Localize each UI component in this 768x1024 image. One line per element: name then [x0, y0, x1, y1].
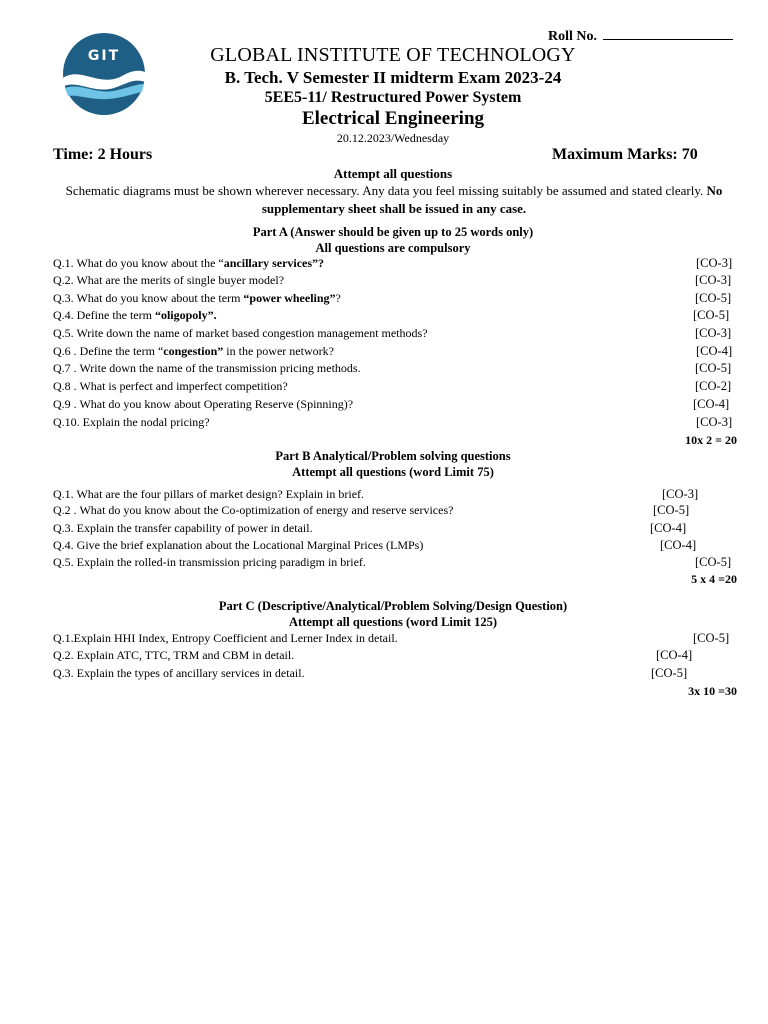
part-b-question: Q.1. What are the four pillars of market design? Explain in brief.	[53, 487, 365, 501]
part-b-co-tag: [CO-5]	[695, 555, 732, 569]
part-a-question: Q.10. Explain the nodal pricing?	[53, 415, 210, 429]
part-a-co-tag: [CO-5]	[695, 361, 732, 375]
part-b-question: Q.5. Explain the rolled-in transmission pricing paradigm in brief.	[53, 555, 366, 569]
part-a-question: Q.4. Define the term “oligopoly”.	[53, 308, 217, 322]
attempt-all-heading: Attempt all questions	[333, 166, 453, 181]
general-instructions: Schematic diagrams must be shown wherever necessary. Any data you feel missing suitably be assumed and stated clearly. No supplementary sheet shall be issued in any case.	[65, 183, 723, 216]
part-a-question: Q.1. What do you know about the “ancillary services”?	[53, 256, 325, 270]
part-b-question: Q.3. Explain the transfer capability of power in detail.	[53, 521, 313, 535]
exam-title: B. Tech. V Semester II midterm Exam 2023-24	[224, 68, 562, 87]
course-title: 5EE5-11/ Restructured Power System	[264, 89, 522, 106]
part-a-heading: Part A (Answer should be given up to 25 words only)	[252, 225, 534, 239]
part-c-question: Q.3. Explain the types of ancillary services in detail.	[53, 666, 305, 680]
part-a-co-tag: [CO-5]	[693, 308, 730, 322]
part-a-question: Q.6 . Define the term “congestion” in the power network?	[53, 344, 334, 358]
roll-number-blank	[603, 27, 733, 40]
part-a-co-tag: [CO-3]	[696, 415, 733, 429]
part-c-total: 3x 10 =30	[688, 684, 737, 698]
part-a-question: Q.3. What do you know about the term “power wheeling”?	[53, 291, 341, 305]
part-b-question: Q.4. Give the brief explanation about the Locational Marginal Prices (LMPs)	[53, 538, 424, 552]
part-b-subheading: Attempt all questions (word Limit 75)	[292, 465, 494, 479]
department-name: Electrical Engineering	[301, 108, 485, 129]
part-a-co-tag: [CO-2]	[695, 379, 732, 393]
part-c-question: Q.1.Explain HHI Index, Entropy Coefficient and Lerner Index in detail.	[53, 631, 398, 645]
part-b-total: 5 x 4 =20	[691, 572, 737, 586]
part-b-co-tag: [CO-4]	[650, 521, 687, 535]
part-a-question: Q.8 . What is perfect and imperfect competition?	[53, 379, 288, 393]
exam-time: Time: 2 Hours	[53, 146, 153, 163]
institute-name: GLOBAL INSTITUTE OF TECHNOLOGY	[210, 44, 576, 66]
part-b-question: Q.2 . What do you know about the Co-optimization of energy and reserve services?	[53, 503, 454, 517]
part-b-co-tag: [CO-5]	[653, 503, 690, 517]
part-a-co-tag: [CO-4]	[693, 397, 730, 411]
part-a-co-tag: [CO-3]	[695, 273, 732, 287]
part-b-co-tag: [CO-3]	[662, 487, 699, 501]
part-a-question: Q.2. What are the merits of single buyer model?	[53, 273, 285, 287]
part-c-subheading: Attempt all questions (word Limit 125)	[289, 615, 497, 629]
part-a-co-tag: [CO-4]	[696, 344, 733, 358]
part-a-question: Q.5. Write down the name of market based congestion management methods?	[53, 326, 428, 340]
part-a-co-tag: [CO-3]	[695, 326, 732, 340]
part-a-question: Q.9 . What do you know about Operating Reserve (Spinning)?	[53, 397, 354, 411]
exam-date: 20.12.2023/Wednesday	[336, 131, 450, 145]
part-c-co-tag: [CO-5]	[651, 666, 688, 680]
part-b-heading: Part B Analytical/Problem solving questions	[275, 449, 511, 463]
part-b-co-tag: [CO-4]	[660, 538, 697, 552]
part-a-subheading: All questions are compulsory	[315, 241, 471, 255]
part-a-question: Q.7 . Write down the name of the transmission pricing methods.	[53, 361, 361, 375]
logo-text: GIT	[87, 48, 121, 64]
part-a-total: 10x 2 = 20	[685, 433, 737, 447]
maximum-marks: Maximum Marks: 70	[552, 146, 698, 163]
part-a-co-tag: [CO-3]	[696, 256, 733, 270]
part-c-heading: Part C (Descriptive/Analytical/Problem Solving/Design Question)	[218, 599, 568, 613]
part-c-question: Q.2. Explain ATC, TTC, TRM and CBM in detail.	[53, 648, 295, 662]
roll-number-field: Roll No.	[548, 27, 733, 45]
part-c-co-tag: [CO-5]	[693, 631, 730, 645]
part-a-co-tag: [CO-5]	[695, 291, 732, 305]
part-c-co-tag: [CO-4]	[656, 648, 693, 662]
